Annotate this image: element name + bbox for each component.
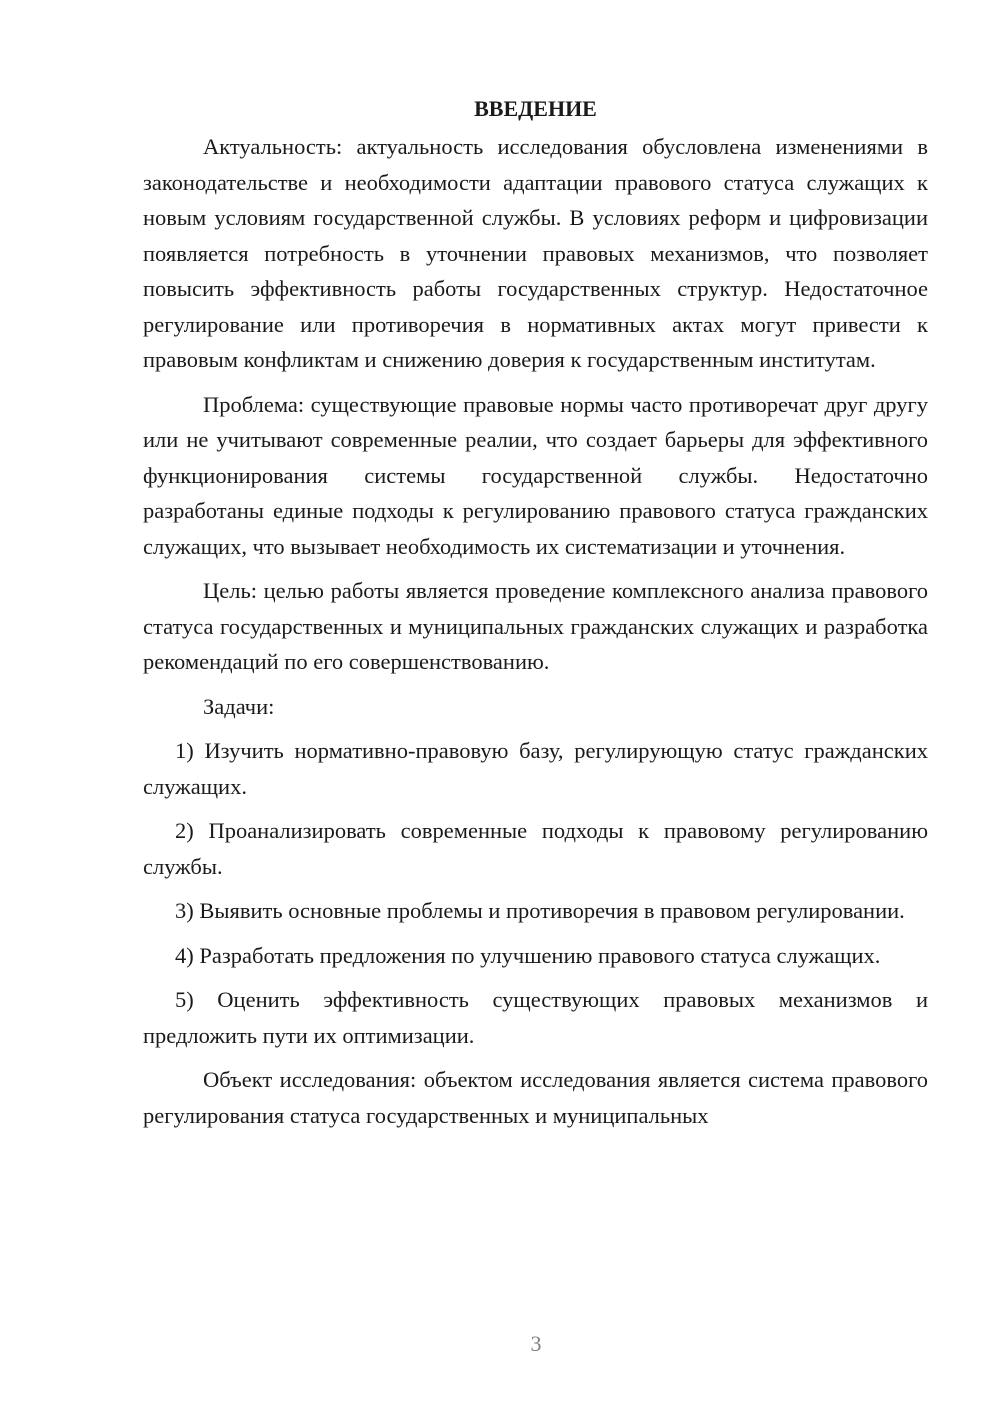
goal-paragraph: Цель: целью работы является проведение комплексного анализа правового статуса государственных и муниципальных гражданских служащих и разработка рекомендаций по его совершенствованию. [143, 578, 928, 674]
section-heading: ВВЕДЕНИЕ [474, 96, 597, 121]
problem-paragraph: Проблема: существующие правовые нормы часто противоречат друг другу или не учитывают современные реалии, что создает барьеры для эффективного функционирования системы государственной службы. Недостаточно разработаны единые подходы к регулированию правового статуса гражданских служащих, что вызывает необходимость их систематизации и уточнения. [143, 391, 928, 559]
task-item: 1) Изучить нормативно-правовую базу, регулирующую статус гражданских служащих. [143, 738, 928, 799]
task-item: 2) Проанализировать современные подходы к правовому регулированию службы. [143, 818, 928, 879]
page-content [143, 90, 928, 1142]
page-number: 3 [530, 1331, 542, 1356]
object-paragraph: Объект исследования: объектом исследования является система правового регулирования статуса государственных и муниципальных [143, 1067, 928, 1128]
tasks-label: Задачи: [203, 693, 275, 719]
task-item: 5) Оценить эффективность существующих правовых механизмов и предложить пути их оптимизации. [143, 987, 928, 1048]
task-item: 3) Выявить основные проблемы и противоречия в правовом регулировании. [175, 898, 905, 923]
relevance-paragraph: Актуальность: актуальность исследования обусловлена изменениями в законодательстве и необходимости адаптации правового статуса служащих к новым условиям государственной службы. В условиях реформ и цифровизации появляется потребность в уточнении правовых механизмов, что позволяет повысить эффективность работы государственных структур. Недостаточное регулирование или противоречия в нормативных актах могут привести к правовым конфликтам и снижению доверия к государственным институтам. [143, 134, 928, 372]
task-item: 4) Разработать предложения по улучшению правового статуса служащих. [175, 942, 881, 968]
